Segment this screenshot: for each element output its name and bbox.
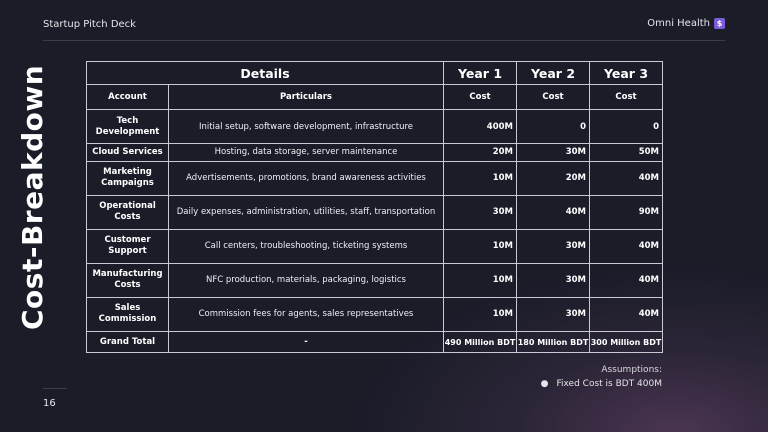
cost-table — [86, 61, 663, 353]
deck-title: Startup Pitch Deck — [43, 19, 136, 30]
particulars-cell: Daily expenses, administration, utilities, staff, transportation — [169, 195, 444, 229]
assumption-item — [541, 379, 662, 389]
assumptions-title: Assumptions: — [601, 365, 662, 375]
header-cost-y2: Cost — [517, 85, 590, 110]
grand-total-label: Grand Total — [87, 332, 169, 353]
cost-y1-cell: 10M — [444, 263, 517, 297]
group-header-year-3: Year 3 — [590, 62, 663, 85]
table-sub-header-row — [87, 85, 663, 110]
cost-y2-cell: 30M — [517, 297, 590, 331]
cost-y2-cell: 0 — [517, 110, 590, 144]
account-cell: Cloud Services — [87, 144, 169, 162]
cost-y3-cell: 0 — [590, 110, 663, 144]
slide-title: Cost-Breakdown — [16, 64, 49, 330]
brand-name: Omni Health — [647, 18, 710, 29]
cost-y3-cell: 40M — [590, 297, 663, 331]
cost-y1-cell: 400M — [444, 110, 517, 144]
particulars-cell: Advertisements, promotions, brand awareness activities — [169, 161, 444, 195]
group-header-year-2: Year 2 — [517, 62, 590, 85]
brand-logo-icon: $ — [714, 18, 725, 29]
header-account: Account — [87, 85, 169, 110]
header-particulars: Particulars — [169, 85, 444, 110]
table-row — [87, 263, 663, 297]
account-cell: Customer Support — [87, 229, 169, 263]
footer-divider — [43, 388, 67, 389]
header-cost-y1: Cost — [444, 85, 517, 110]
assumption-text: Fixed Cost is BDT 400M — [556, 379, 662, 389]
table-group-header-row — [87, 62, 663, 85]
cost-y2-cell: 30M — [517, 263, 590, 297]
particulars-cell: Commission fees for agents, sales representatives — [169, 297, 444, 331]
header-cost-y3: Cost — [590, 85, 663, 110]
grand-total-y2: 180 Million BDT — [517, 332, 590, 353]
cost-y1-cell: 10M — [444, 229, 517, 263]
particulars-cell: Initial setup, software development, infrastructure — [169, 110, 444, 144]
grand-total-y3: 300 Million BDT — [590, 332, 663, 353]
grand-total-y1: 490 Million BDT — [444, 332, 517, 353]
table-row — [87, 144, 663, 162]
cost-y3-cell: 40M — [590, 161, 663, 195]
account-cell: Sales Commission — [87, 297, 169, 331]
cost-y2-cell: 20M — [517, 161, 590, 195]
group-header-details: Details — [87, 62, 444, 85]
account-cell: Operational Costs — [87, 195, 169, 229]
cost-y2-cell: 40M — [517, 195, 590, 229]
cost-y1-cell: 10M — [444, 297, 517, 331]
bullet-icon: ● — [540, 379, 549, 389]
cost-y3-cell: 40M — [590, 229, 663, 263]
cost-y2-cell: 30M — [517, 229, 590, 263]
table-row — [87, 110, 663, 144]
brand — [647, 18, 725, 29]
cost-y1-cell: 10M — [444, 161, 517, 195]
cost-y3-cell: 50M — [590, 144, 663, 162]
cost-y1-cell: 30M — [444, 195, 517, 229]
table-row — [87, 229, 663, 263]
account-cell: Marketing Campaigns — [87, 161, 169, 195]
table-row — [87, 195, 663, 229]
grand-total-particulars: - — [169, 332, 444, 353]
table-row — [87, 297, 663, 331]
particulars-cell: Hosting, data storage, server maintenance — [169, 144, 444, 162]
account-cell: Manufacturing Costs — [87, 263, 169, 297]
particulars-cell: Call centers, troubleshooting, ticketing systems — [169, 229, 444, 263]
cost-y2-cell: 30M — [517, 144, 590, 162]
table-row — [87, 161, 663, 195]
group-header-year-1: Year 1 — [444, 62, 517, 85]
particulars-cell: NFC production, materials, packaging, logistics — [169, 263, 444, 297]
account-cell: Tech Development — [87, 110, 169, 144]
grand-total-row — [87, 332, 663, 353]
cost-y3-cell: 40M — [590, 263, 663, 297]
cost-y3-cell: 90M — [590, 195, 663, 229]
cost-y1-cell: 20M — [444, 144, 517, 162]
header-divider — [43, 40, 725, 41]
page-number: 16 — [43, 398, 56, 409]
